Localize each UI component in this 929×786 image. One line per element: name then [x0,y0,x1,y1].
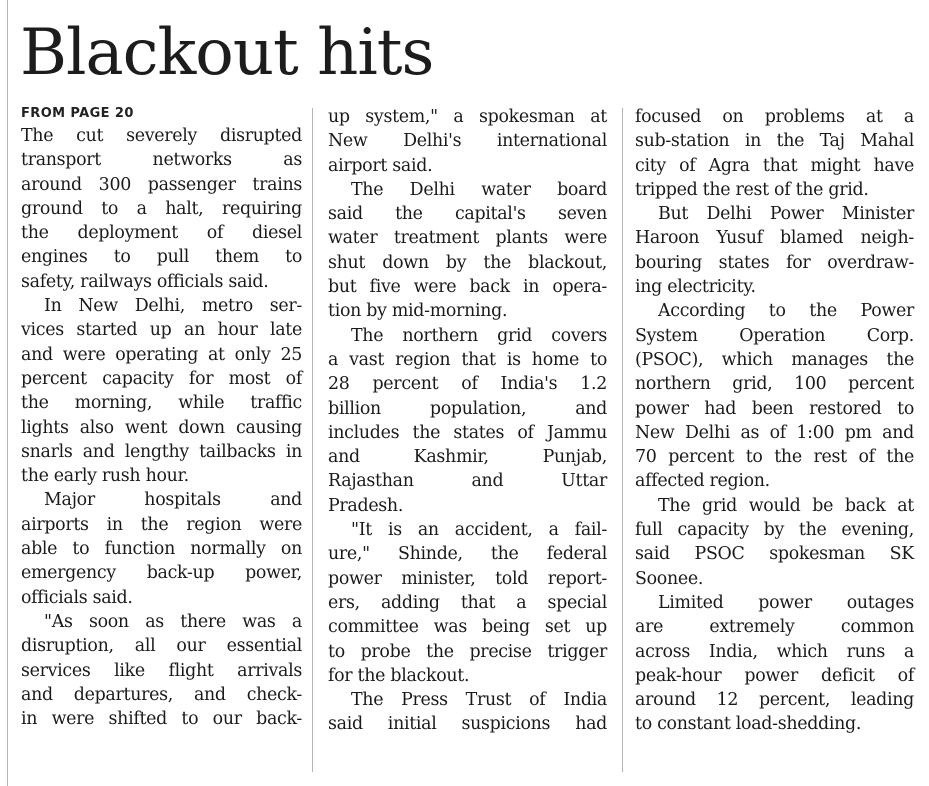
left-border-rule [7,0,8,786]
article-column-2 [328,105,607,737]
article-line: Major hospitals and [44,490,302,511]
article-line: across India, which runs a [635,641,914,662]
article-line: "It is an accident, a fail- [351,520,607,541]
article-line: to probe the precise trigger [328,641,607,662]
column-1-text [21,124,302,731]
article-line: shut down by the blackout, [328,252,607,273]
article-line: 70 percent to the rest of the [635,447,914,468]
article-line: According to the Power [658,301,914,322]
article-line: emergency back-up power, [21,563,302,584]
article-line: New Delhi's international [328,131,607,152]
article-line: lights also went down causing [21,417,302,438]
article-line: Haroon Yusuf blamed neigh- [635,228,914,249]
column-divider [622,108,623,772]
article-line: able to function normally on [21,539,302,560]
article-line: (PSOC), which manages the [635,349,914,370]
article-line: the morning, while traffic [21,393,302,414]
article-line: around 300 passenger trains [21,174,302,195]
article-line: up system," a spokesman at [328,107,607,127]
article-line: Pradesh. [328,495,404,516]
article-line: a vast region that is home to [328,349,607,370]
article-line: includes the states of Jammu [328,422,607,443]
column-3-text [635,105,914,737]
article-line: airport said. [328,155,433,176]
article-line: full capacity by the evening, [635,520,914,541]
article-line: transport networks as [21,150,302,171]
article-line: tion by mid-morning. [328,301,508,322]
article-line: focused on problems at a [635,107,914,127]
column-divider [312,108,313,772]
article-line: But Delhi Power Minister [658,204,914,225]
column-2-text [328,105,607,737]
article-line: and Kashmir, Punjab, [328,447,607,468]
article-line: The cut severely disrupted [21,126,302,146]
article-line: Soonee. [635,568,704,589]
article-line: the early rush hour. [21,466,189,487]
article-line: sub-station in the Taj Mahal [635,131,914,152]
article-line: power minister, told report- [328,568,607,589]
article-line: said PSOC spokesman SK [635,544,914,565]
article-line: The Delhi water board [351,179,607,200]
article-line: for the blackout. [328,665,470,686]
article-line: bouring states for overdraw- [635,252,914,273]
article-column-1 [21,105,302,731]
article-line: "As soon as there was a [44,611,302,632]
article-line: New Delhi as of 1:00 pm and [635,422,914,443]
article-line: snarls and lengthy tailbacks in [21,441,302,462]
article-line: airports in the region were [21,514,302,535]
article-line: power had been restored to [635,398,914,419]
article-line: city of Agra that might have [635,155,914,176]
article-line: ing electricity. [635,277,756,298]
article-line: the deployment of diesel [21,223,302,244]
article-line: but five were back in opera- [328,277,607,298]
article-line: affected region. [635,471,770,492]
article-line: 28 percent of India's 1.2 [328,374,607,395]
article-line: to constant load-shedding. [635,714,862,735]
article-line: said initial suspicions had [328,714,607,735]
article-column-3 [635,105,914,737]
article-line: billion population, and [328,398,607,419]
article-line: The Press Trust of India [351,690,607,711]
article-line: and were operating at only 25 [21,344,302,365]
article-line: Limited power outages [658,592,914,613]
article-line: safety, railways officials said. [21,271,269,292]
article-line: The northern grid covers [351,325,607,346]
article-line: in were shifted to our back- [21,709,302,730]
article-line: ground to a halt, requiring [21,198,302,219]
article-line: System Operation Corp. [635,325,914,346]
article-line: around 12 percent, leading [635,690,914,711]
article-line: vices started up an hour late [21,320,302,341]
article-line: Rajasthan and Uttar [328,471,607,492]
article-line: water treatment plants were [328,228,607,249]
article-line: engines to pull them to [21,247,302,268]
article-line: committee was being set up [328,617,607,638]
headline: Blackout hits [20,16,434,90]
article-line: percent capacity for most of [21,368,302,389]
article-line: peak-hour power deficit of [635,665,914,686]
article-line: said the capital's seven [328,204,607,225]
article-line: The grid would be back at [658,495,914,516]
article-line: disruption, all our essential [21,636,302,657]
article-line: officials said. [21,587,133,608]
continuation-kicker: FROM PAGE 20 [21,106,134,121]
article-line: tripped the rest of the grid. [635,179,869,200]
article-line: northern grid, 100 percent [635,374,914,395]
article-line: In New Delhi, metro ser- [44,296,302,317]
article-line: and departures, and check- [21,684,302,705]
article-line: services like flight arrivals [21,660,302,681]
article-line: are extremely common [635,617,914,638]
article-line: ers, adding that a special [328,592,607,613]
article-line: ure," Shinde, the federal [328,544,607,565]
